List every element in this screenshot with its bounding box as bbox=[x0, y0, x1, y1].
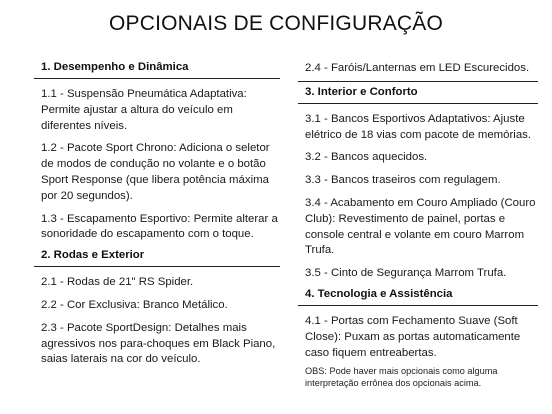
option-3-3: 3.3 - Bancos traseiros com regulagem. bbox=[305, 174, 501, 187]
section-heading-interior: 3. Interior e Conforto bbox=[298, 82, 538, 104]
option-3-5: 3.5 - Cinto de Segurança Marrom Trufa. bbox=[305, 267, 507, 280]
section-heading-desempenho: 1. Desempenho e Dinâmica bbox=[34, 58, 280, 79]
left-column bbox=[34, 58, 280, 375]
option-1-1: 1.1 - Suspensão Pneumática Adaptativa: Permite ajustar a altura do veículo em diferentes níveis. bbox=[41, 88, 247, 132]
option-2-4: 2.4 - Faróis/Lanternas em LED Escurecidos. bbox=[298, 58, 538, 82]
option-1-3: 1.3 - Escapamento Esportivo: Permite alterar a sonoridade do escapamento com o toque. bbox=[41, 212, 278, 241]
option-2-2: 2.2 - Cor Exclusiva: Branco Metálico. bbox=[41, 298, 228, 311]
right-column bbox=[298, 58, 538, 389]
section-heading-rodas: 2. Rodas e Exterior bbox=[34, 245, 280, 267]
option-3-1: 3.1 - Bancos Esportivos Adaptativos: Ajuste elétrico de 18 vias com pacote de memórias. bbox=[305, 112, 532, 141]
section-heading-tecnologia: 4. Tecnologia e Assistência bbox=[298, 284, 538, 306]
option-1-2: 1.2 - Pacote Sport Chrono: Adiciona o seletor de modos de condução no volante e o botão Sport Response (que libera potência máxima por 20 segundos). bbox=[41, 142, 270, 202]
obs-note: OBS: Pode haver mais opcionais como alguma interpretação errônea dos opcionais acima. bbox=[305, 366, 498, 389]
page-title: OPCIONAIS DE CONFIGURAÇÃO bbox=[108, 12, 444, 35]
option-3-2: 3.2 - Bancos aquecidos. bbox=[305, 151, 428, 164]
option-3-4: 3.4 - Acabamento em Couro Ampliado (Couro Club): Revestimento de painel, portas e console central e volante em couro Marrom Trufa. bbox=[305, 196, 536, 257]
option-2-3: 2.3 - Pacote SportDesign: Detalhes mais agressivos nos para-choques em Black Piano, saias laterais na cor do veículo. bbox=[41, 321, 276, 366]
option-2-1: 2.1 - Rodas de 21" RS Spider. bbox=[41, 276, 194, 289]
option-4-1: 4.1 - Portas com Fechamento Suave (Soft Close): Puxam as portas automaticamente caso fiquem entreabertas. bbox=[305, 314, 521, 359]
